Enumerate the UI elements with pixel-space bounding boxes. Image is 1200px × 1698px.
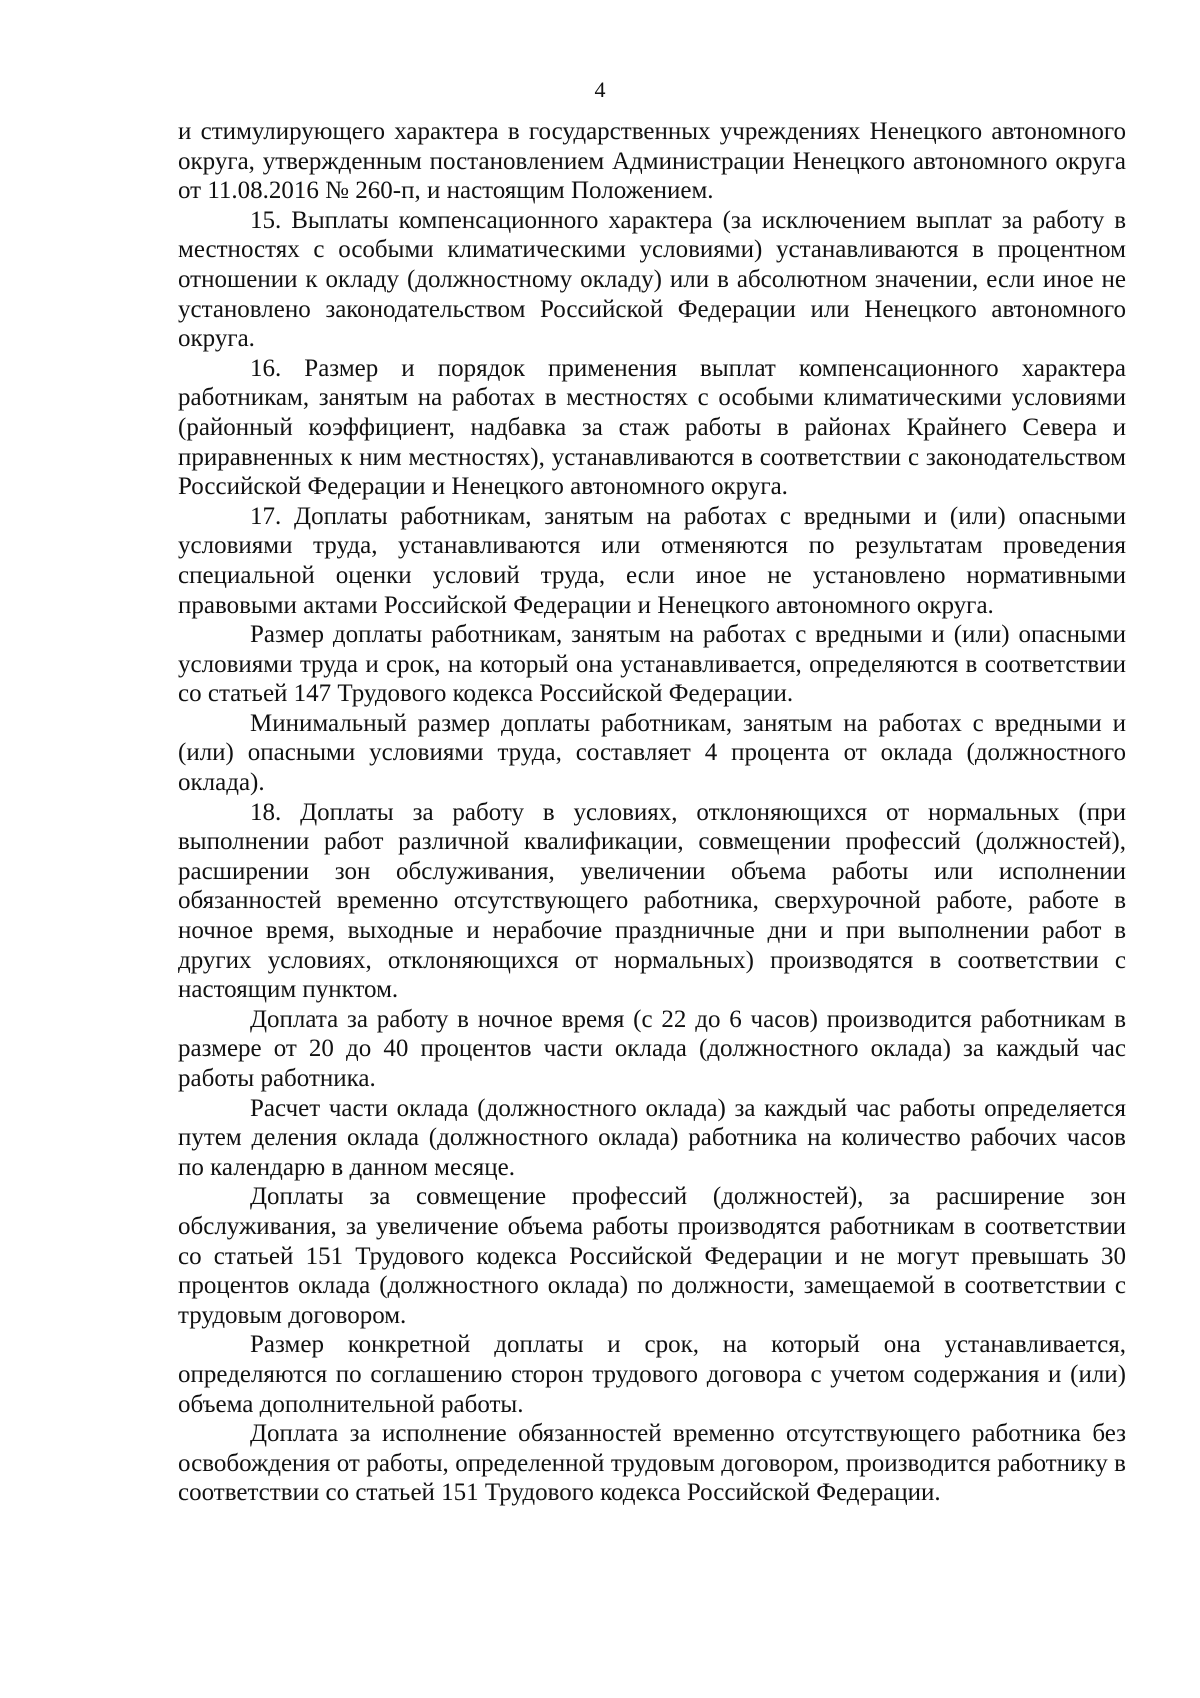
paragraph-item-16: 16. Размер и порядок применения выплат компенсационного характера работникам, занятым на работах в местностях с особыми климатическими условиями (районный коэффициент, надбавка за стаж работы в районах Крайнего Севера и приравненных к ним местностях), устанавливаются в соответствии с законодательством Российской Федерации и Ненецкого автономного округа. xyxy=(178,354,1126,501)
paragraph-item-15: 15. Выплаты компенсационного характера (за исключением выплат за работу в местностях с особыми климатическими условиями) устанавливаются в процентном отношении к окладу (должностному окладу) или в абсолютном значении, если иное не установлено законодательством Российской Федерации или Ненецкого автономного округа. xyxy=(178,206,1126,353)
paragraph-item-17: 17. Доплаты работникам, занятым на работах с вредными и (или) опасными условиями труда, устанавливаются или отменяются по результатам проведения специальной оценки условий труда, если иное не установлено нормативными правовыми актами Российской Федерации и Ненецкого автономного округа. xyxy=(178,502,1126,619)
paragraph-night-work: Доплата за работу в ночное время (с 22 до 6 часов) производится работникам в размере от 20 до 40 процентов части оклада (должностного оклада) за каждый час работы работника. xyxy=(178,1005,1126,1092)
paragraph-harmful-conditions-size: Размер доплаты работникам, занятым на работах с вредными и (или) опасными условиями труда и срок, на который она устанавливается, определяются в соответствии со статьей 147 Трудового кодекса Российской Федерации. xyxy=(178,621,1126,708)
paragraph-item-18: 18. Доплаты за работу в условиях, отклоняющихся от нормальных (при выполнении работ различной квалификации, совмещении профессий (должностей), расширении зон обслуживания, увеличении объема работы или исполнении обязанностей временно отсутствующего работника, сверхурочной работе, работе в ночное время, выходные и нерабочие праздничные дни и при выполнении работ в других условиях, отклоняющихся от нормальных) производятся в соответствии с настоящим пунктом. xyxy=(178,798,1126,1004)
paragraph-specific-supplement: Размер конкретной доплаты и срок, на который она устанавливается, определяются по соглашению сторон трудового договора с учетом содержания и (или) объема дополнительной работы. xyxy=(178,1331,1126,1418)
paragraph-absent-worker: Доплата за исполнение обязанностей временно отсутствующего работника без освобождения от работы, определенной трудовым договором, производится работнику в соответствии со статьей 151 Трудового кодекса Российской Федерации. xyxy=(178,1420,1126,1507)
paragraph-hourly-calculation: Расчет части оклада (должностного оклада) за каждый час работы определяется путем деления оклада (должностного оклада) работника на количество рабочих часов по календарю в данном месяце. xyxy=(178,1094,1126,1181)
paragraph-combined-duties: Доплаты за совмещение профессий (должностей), за расширение зон обслуживания, за увеличение объема работы производятся работникам в соответствии со статьей 151 Трудового кодекса Российской Федерации и не могут превышать 30 процентов оклада (должностного оклада) по должности, замещаемой в соответствии с трудовым договором. xyxy=(178,1183,1126,1329)
page-number: 4 xyxy=(594,77,606,102)
paragraph-continuation: и стимулирующего характера в государственных учреждениях Ненецкого автономного округа, утвержденным постановлением Администрации Ненецкого автономного округа от 11.08.2016 № 260-п, и настоящим Положением. xyxy=(178,118,1126,205)
document-body xyxy=(178,117,1126,1508)
paragraph-minimum-supplement: Минимальный размер доплаты работникам, занятым на работах с вредными и (или) опасными условиями труда, составляет 4 процента от оклада (должностного оклада). xyxy=(178,709,1126,797)
